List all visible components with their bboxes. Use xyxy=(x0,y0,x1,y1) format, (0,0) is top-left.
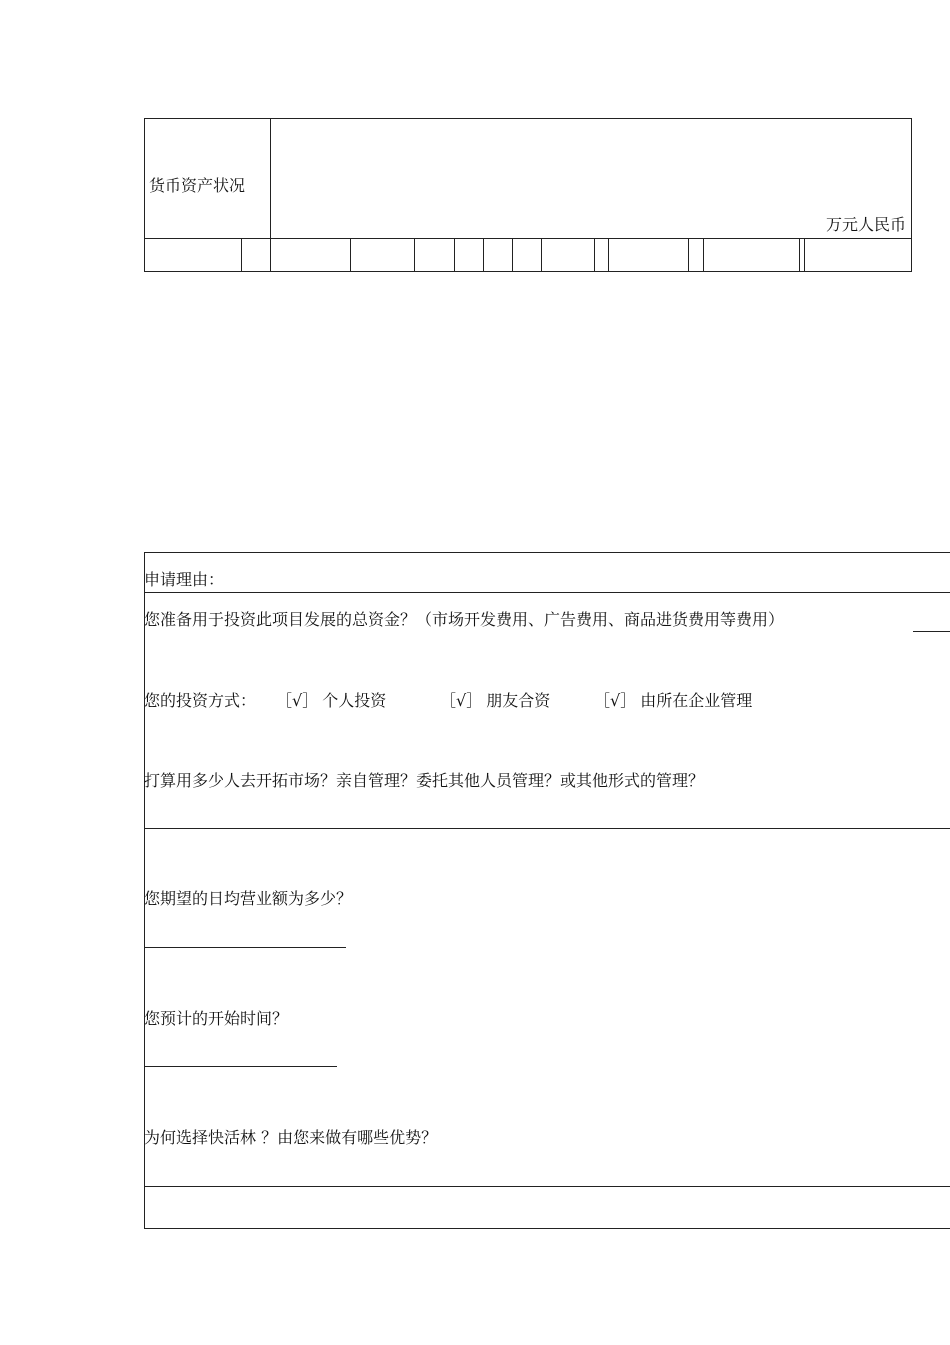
table-border-right xyxy=(911,118,912,271)
form-border-top xyxy=(144,552,950,553)
question-invest-mode: 您的投资方式： xyxy=(144,691,257,710)
table-cell-divider xyxy=(541,238,542,271)
table-border-top xyxy=(144,118,912,119)
table-cell-divider xyxy=(799,238,800,271)
table-cell-divider xyxy=(608,238,609,271)
invest-option-personal[interactable] xyxy=(276,691,386,711)
question-start-time: 您预计的开始时间？ xyxy=(144,1009,289,1028)
daily-revenue-answer-line[interactable] xyxy=(144,947,346,948)
table-cell-divider xyxy=(414,238,415,271)
table-cell-divider xyxy=(241,238,242,271)
table-col-divider xyxy=(270,118,271,271)
question-daily-revenue: 您期望的日均营业额为多少？ xyxy=(144,889,353,908)
invest-option-label: 由所在企业管理 xyxy=(640,691,753,710)
invest-option-enterprise[interactable] xyxy=(594,691,752,711)
question-why-choose: 为何选择快活林 ？由您来做有哪些优势？ xyxy=(144,1128,438,1147)
checkbox-checked-icon[interactable]: ［√］ xyxy=(440,691,483,710)
invest-option-label: 个人投资 xyxy=(322,691,387,710)
table-border-left xyxy=(144,118,145,271)
table-cell-divider xyxy=(350,238,351,271)
checkbox-checked-icon[interactable]: ［√］ xyxy=(594,691,637,710)
table-cell-divider xyxy=(703,238,704,271)
asset-label: 货币资产状况 xyxy=(149,176,246,195)
form-row-divider xyxy=(144,828,950,829)
table-cell-divider xyxy=(454,238,455,271)
invest-option-label: 朋友合资 xyxy=(486,691,551,710)
checkbox-checked-icon[interactable]: ［√］ xyxy=(276,691,319,710)
table-border-bottom xyxy=(144,271,912,272)
question-total-fund: 您准备用于投资此项目发展的总资金？（市场开发费用、广告费用、商品进货费用等费用） xyxy=(144,610,785,629)
table-cell-divider xyxy=(804,238,805,271)
table-cell-divider xyxy=(512,238,513,271)
form-row-divider xyxy=(144,592,950,593)
table-cell-divider xyxy=(483,238,484,271)
table-cell-divider xyxy=(688,238,689,271)
asset-unit: 万元人民币 xyxy=(825,215,906,234)
table-row-divider xyxy=(144,238,912,239)
total-fund-answer-line[interactable] xyxy=(913,631,950,632)
form-border-bottom xyxy=(144,1228,950,1229)
form-row-divider xyxy=(144,1186,950,1187)
table-cell-divider xyxy=(594,238,595,271)
reason-label: 申请理由： xyxy=(144,570,225,589)
question-manpower: 打算用多少人去开拓市场？亲自管理？委托其他人员管理？或其他形式的管理？ xyxy=(144,771,705,790)
start-time-answer-line[interactable] xyxy=(144,1066,337,1067)
invest-option-partnership[interactable] xyxy=(440,691,550,711)
